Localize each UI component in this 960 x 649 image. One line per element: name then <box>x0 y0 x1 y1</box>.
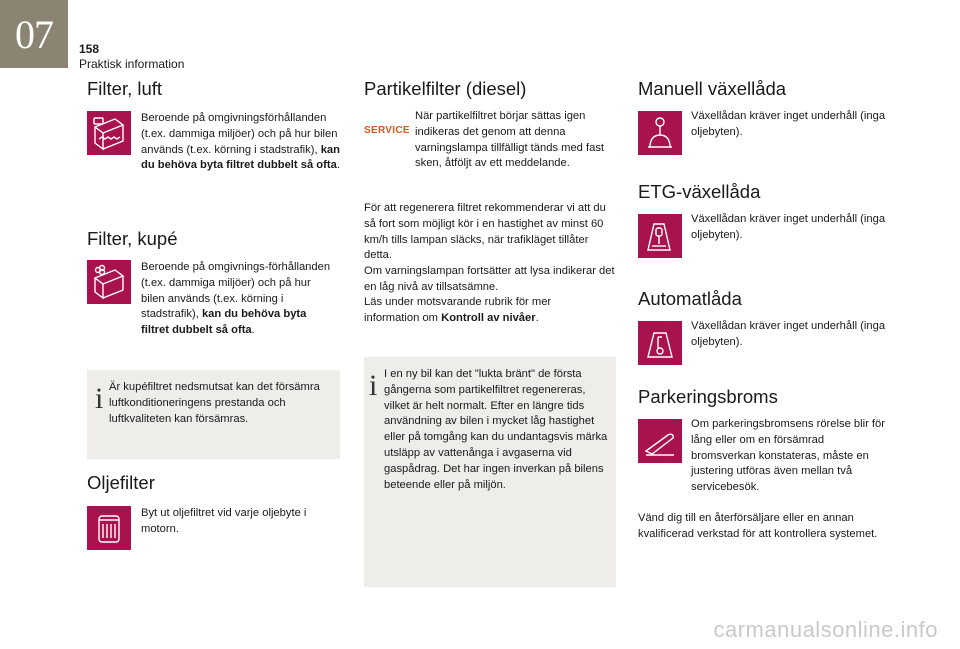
info-box-kupe <box>87 370 340 459</box>
page-number: 158 <box>79 42 100 56</box>
automat-text: Växellådan kräver inget underhåll (inga oljebyten). <box>691 320 886 348</box>
heading-manuell-vaxellada: Manuell växellåda <box>638 78 787 99</box>
parkeringsbroms-footer: Vänd dig till en återförsäljare eller en annan kvalificerad verkstad för att kontrollera systemet. <box>638 512 878 540</box>
partikelfilter-intro: När partikelfiltret börjar sättas igen indikeras det genom att denna varningslampa tillfälligt tänds med fast sken, åtföljt av ett meddelande. <box>415 110 605 170</box>
info-box-partikelfilter <box>364 357 616 587</box>
partikelfilter-para2: Om varningslampan fortsätter att lysa indikerar det en låg nivå av tillsatsämne. <box>364 265 615 293</box>
watermark: carmanualsonline.info <box>713 617 938 642</box>
info-partikelfilter-text: I en ny bil kan det "lukta bränt" de första gångerna som partikelfiltret regenereras, vilket är helt normalt. Efter en längre tids användning av bilen i mycket låg hastighet eller på tomgång kan du undantagsvis märka utsläpp av vattenånga i avgaserna vid gaspådrag. Det har ingen inverkan på bilens beteende eller på miljön. <box>384 368 608 491</box>
heading-etg-vaxellada: ETG-växellåda <box>638 181 761 202</box>
oljefilter-text: Byt ut oljefiltret vid varje oljebyte i motorn. <box>141 507 307 535</box>
info-icon: i <box>369 369 378 402</box>
manual-gearbox-icon <box>638 111 682 155</box>
oil-filter-icon <box>87 506 131 550</box>
heading-automatlada: Automatlåda <box>638 288 742 309</box>
chapter-tab: 07 <box>0 0 68 68</box>
info-icon: i <box>95 382 104 415</box>
info-kupe-text: Är kupéfiltret nedsmutsat kan det försämra luftkonditioneringens prestanda och luftkvaliteten kan försämras. <box>109 381 320 425</box>
manuell-text: Växellådan kräver inget underhåll (inga oljebyten). <box>691 110 886 138</box>
filter-kupe-text: Beroende på omgivnings-förhållanden (t.ex. dammiga miljöer) och på hur bilen används (t.ex. körning i stadstrafik), kan du behöva byta filtret dubbelt så ofta. <box>141 261 331 337</box>
partikelfilter-para3: Läs under motsvarande rubrik för mer information om Kontroll av nivåer. <box>364 296 552 324</box>
heading-partikelfilter: Partikelfilter (diesel) <box>364 78 527 99</box>
heading-filter-kupe: Filter, kupé <box>87 228 178 249</box>
air-filter-icon <box>87 111 131 155</box>
parkeringsbroms-text: Om parkeringsbromsens rörelse blir för lång eller om en försämrad bromsverkan konstateras, måste en justering utföras även mellan två servicebesök. <box>691 418 885 494</box>
heading-filter-luft: Filter, luft <box>87 78 163 99</box>
parking-brake-icon <box>638 419 682 463</box>
automatic-gearbox-icon <box>638 321 682 365</box>
service-warning-icon: SERVICE <box>364 125 410 136</box>
etg-text: Växellådan kräver inget underhåll (inga oljebyten). <box>691 213 886 241</box>
filter-luft-text: Beroende på omgivningsförhållanden (t.ex. dammiga miljöer) och på hur bilen används (t.ex. körning i stadstrafik), kan du behöva byta filtret dubbelt så ofta. <box>141 112 340 172</box>
heading-parkeringsbroms: Parkeringsbroms <box>638 386 778 407</box>
heading-oljefilter: Oljefilter <box>87 472 155 493</box>
cabin-filter-icon <box>87 260 131 304</box>
partikelfilter-para1: För att regenerera filtret rekommenderar vi att du så fort som möjligt kör i en hastighet av minst 60 km/h tills lampan släcks, när trafikläget tillåter detta. <box>364 202 606 262</box>
etg-gearbox-icon <box>638 214 682 258</box>
section-title: Praktisk information <box>79 57 185 71</box>
